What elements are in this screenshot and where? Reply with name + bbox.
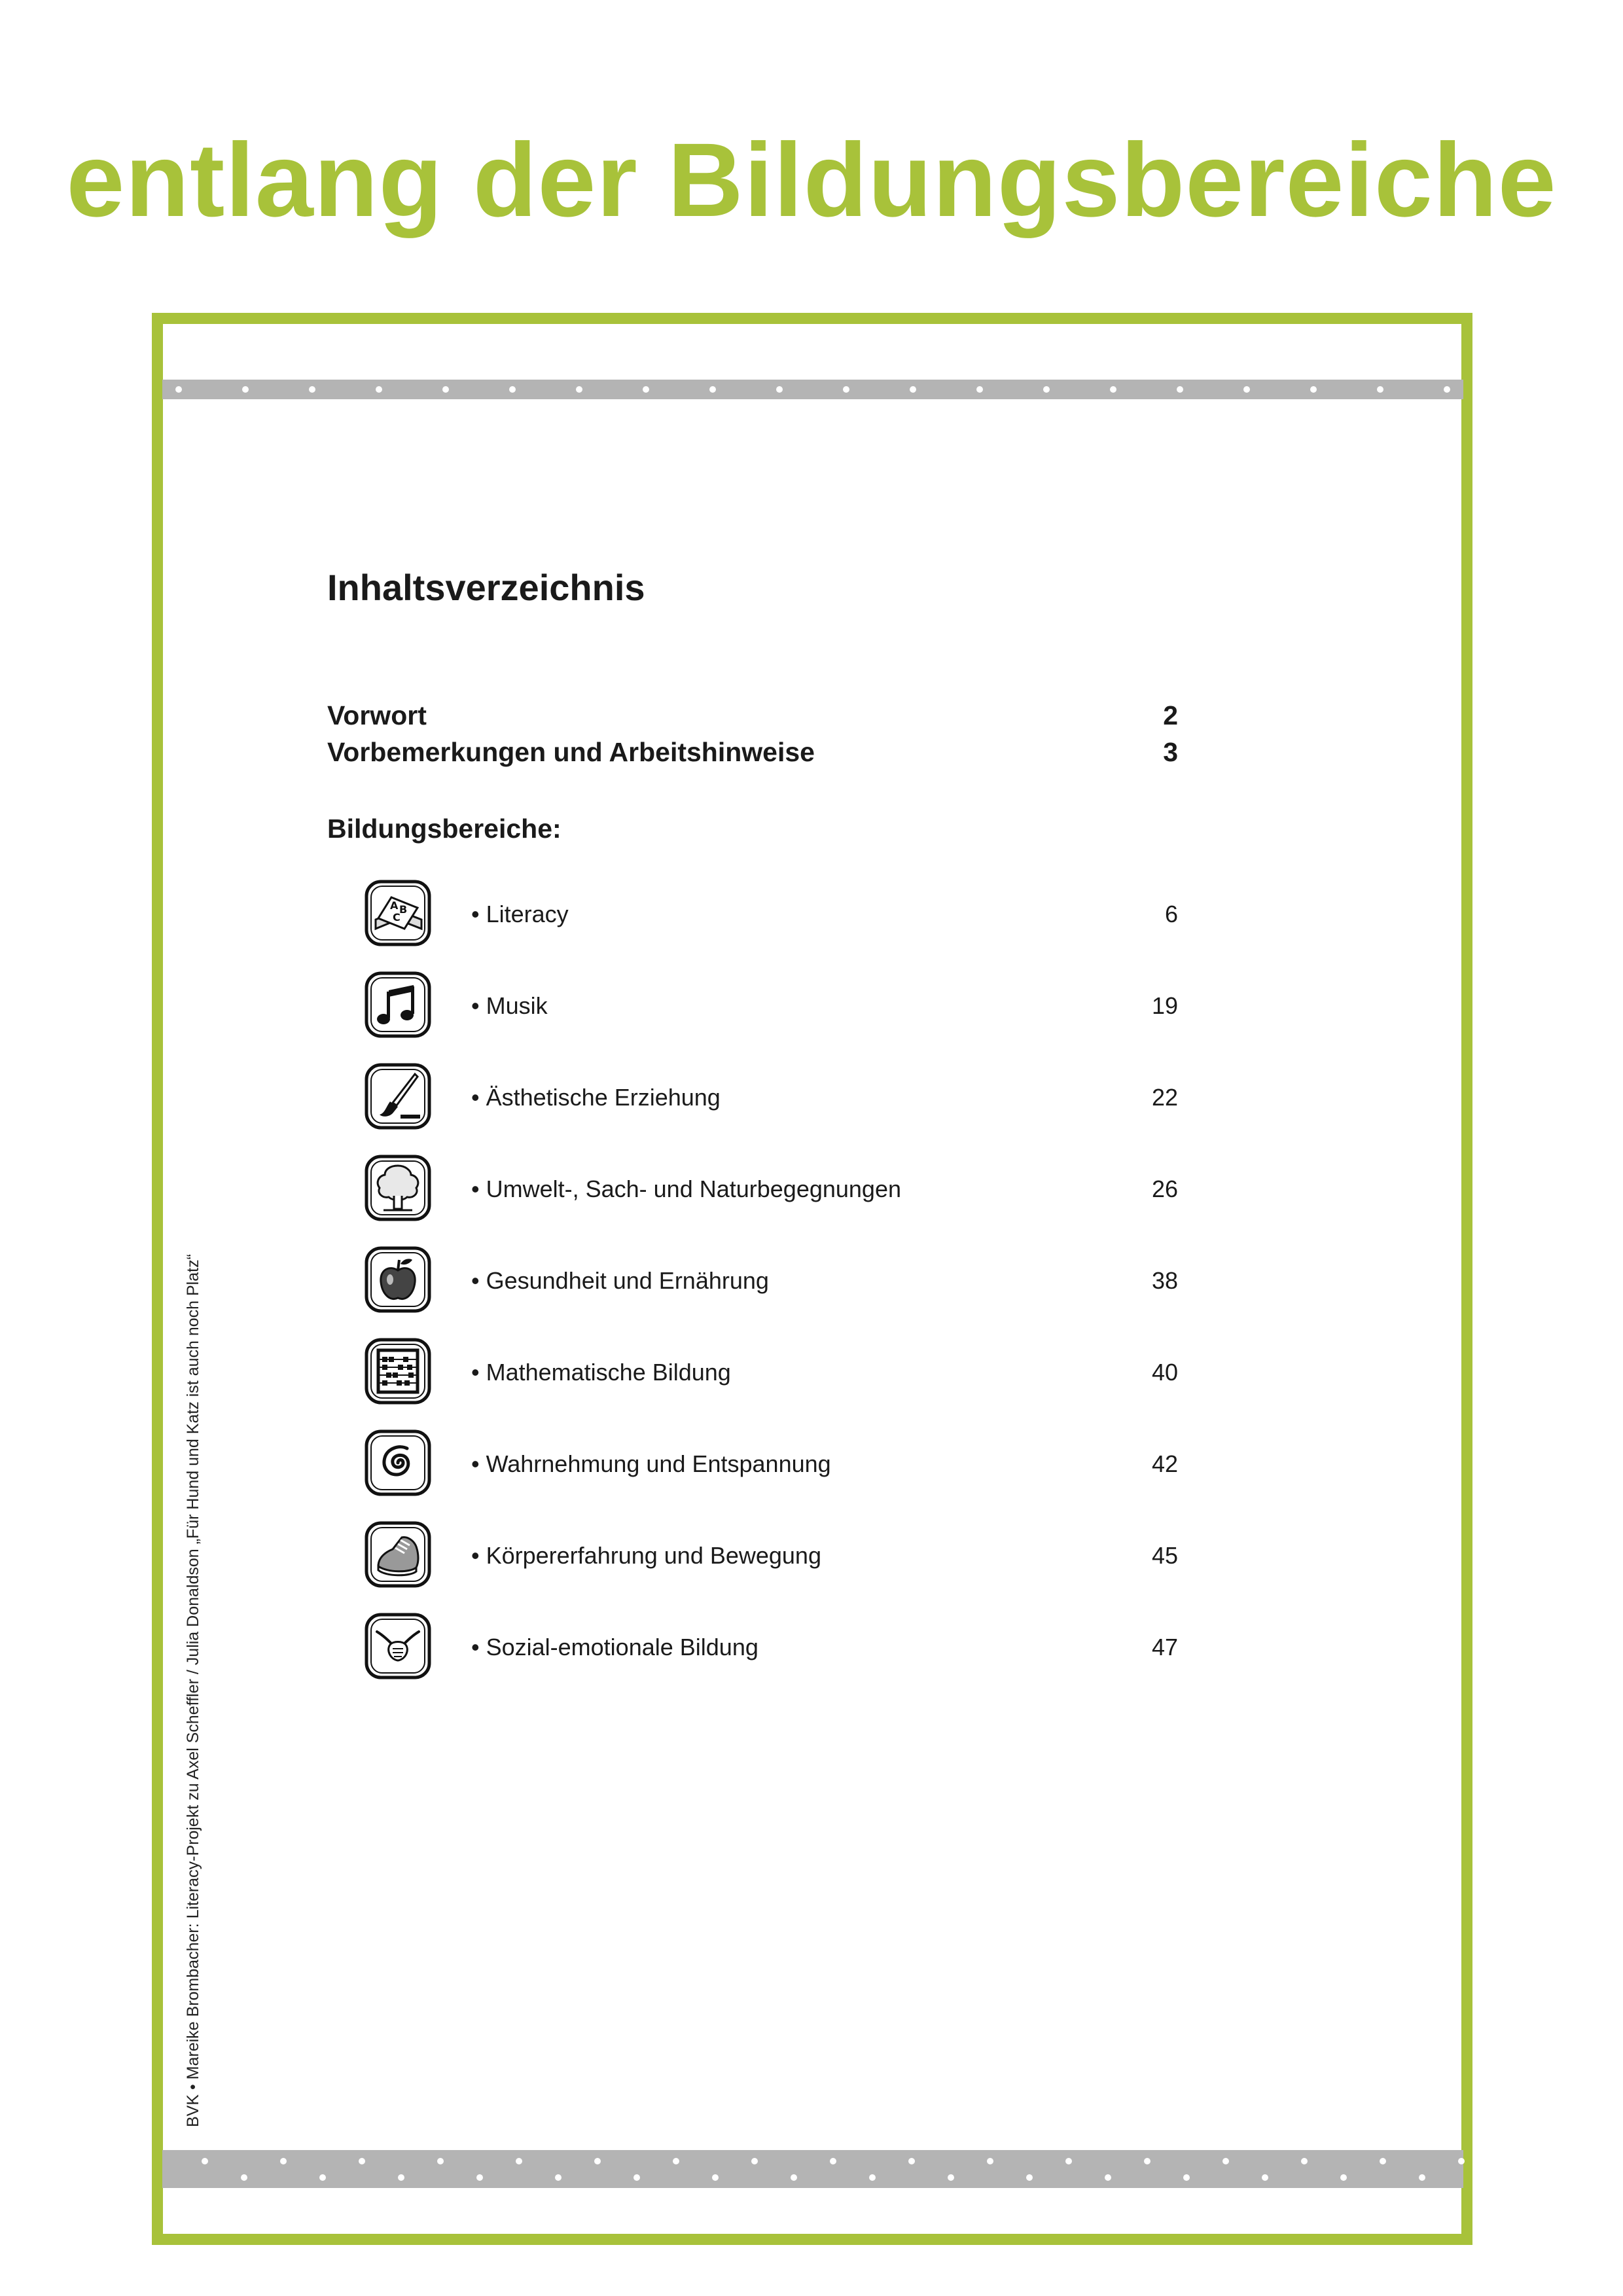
side-credit: BVK • Mareike Brombacher: Literacy-Projekt zu Axel Scheffler / Julia Donaldson „Für Hund und Katz ist auch noch Platz“ [184, 1254, 202, 2127]
perforation-dot [437, 2158, 444, 2164]
toc-area-page: 6 [1164, 901, 1178, 927]
toc-area-page: 38 [1151, 1267, 1178, 1294]
perforation-dot [1177, 386, 1183, 393]
perforation-dot [1144, 2158, 1150, 2164]
perforation-dot [175, 386, 182, 393]
toc-area-page: 47 [1151, 1634, 1178, 1660]
perforation-dot [776, 386, 783, 393]
perforation-dot [869, 2174, 876, 2181]
bullet: • [471, 901, 480, 927]
perforation-dot [712, 2174, 719, 2181]
perforation-dot [555, 2174, 562, 2181]
toc-area-label: Wahrnehmung und Entspannung [486, 1450, 831, 1477]
holding-hands-icon [364, 1612, 432, 1680]
toc-area-sozial-emotional[interactable] [364, 1612, 1178, 1680]
bullet: • [471, 1175, 480, 1202]
toc-area-page: 19 [1151, 992, 1178, 1019]
perforation-dot [594, 2158, 601, 2164]
toc-area-musik[interactable] [364, 971, 1178, 1039]
svg-text:B: B [399, 903, 408, 916]
bullet: • [471, 1084, 480, 1111]
perforation-dot [633, 2174, 640, 2181]
toc-area-koerpererfahrung[interactable] [364, 1520, 1178, 1588]
spiral-icon [364, 1429, 432, 1497]
perforation-dot [1183, 2174, 1190, 2181]
abacus-icon [364, 1337, 432, 1405]
perforation-dot [1105, 2174, 1111, 2181]
toc-area-label: Gesundheit und Ernährung [486, 1267, 769, 1294]
perforation-dot [242, 386, 249, 393]
perforation-dot [843, 386, 849, 393]
perforation-dot [280, 2158, 287, 2164]
perforation-dot [1262, 2174, 1268, 2181]
perforation-dot [1243, 386, 1250, 393]
toc-area-page: 45 [1151, 1542, 1178, 1569]
toc-area-label: Mathematische Bildung [486, 1359, 731, 1386]
perforation-dot [1377, 386, 1383, 393]
sneaker-icon [364, 1520, 432, 1588]
toc-area-literacy[interactable] [364, 879, 1178, 947]
toc-entry-label: Vorwort [327, 700, 427, 730]
toc-entry-vorbemerkungen[interactable] [327, 739, 1178, 766]
perforation-dot [1065, 2158, 1072, 2164]
perforation-dot [309, 386, 315, 393]
perforation-dot [1419, 2174, 1425, 2181]
bullet: • [471, 1634, 480, 1660]
perforation-dot [709, 386, 716, 393]
section-heading: Bildungsbereiche: [327, 814, 562, 844]
toc-area-page: 42 [1151, 1450, 1178, 1477]
toc-entry-page: 3 [1163, 737, 1178, 767]
toc-area-wahrnehmung[interactable] [364, 1429, 1178, 1497]
toc-area-mathematik[interactable] [364, 1337, 1178, 1405]
perforation-dot [202, 2158, 208, 2164]
top-perforation-strip [162, 380, 1463, 399]
paintbrush-icon [364, 1062, 432, 1130]
perforation-dot [1301, 2158, 1308, 2164]
toc-title: Inhaltsverzeichnis [327, 567, 645, 608]
perforation-dot [376, 386, 382, 393]
perforation-dot [1026, 2174, 1033, 2181]
toc-area-gesundheit[interactable] [364, 1246, 1178, 1314]
perforation-dot [751, 2158, 758, 2164]
toc-entry-page: 2 [1163, 700, 1178, 730]
perforation-dot [442, 386, 449, 393]
toc-area-label: Sozial-emotionale Bildung [486, 1634, 758, 1660]
svg-text:C: C [393, 911, 401, 924]
perforation-dot [576, 386, 582, 393]
perforation-dot [948, 2174, 954, 2181]
toc-area-label: Umwelt-, Sach- und Naturbegegnungen [486, 1175, 901, 1202]
perforation-dot [319, 2174, 326, 2181]
toc-area-label: Körpererfahrung und Bewegung [486, 1542, 821, 1569]
toc-area-label: Ästhetische Erziehung [486, 1084, 721, 1111]
perforation-dot [1444, 386, 1450, 393]
toc-area-label: Literacy [486, 901, 569, 927]
tree-icon [364, 1154, 432, 1222]
perforation-dot [476, 2174, 483, 2181]
perforation-dot [830, 2158, 836, 2164]
toc-area-umwelt[interactable] [364, 1154, 1178, 1222]
bullet: • [471, 1450, 480, 1477]
bullet: • [471, 1542, 480, 1569]
perforation-dot [643, 386, 649, 393]
perforation-dot [908, 2158, 915, 2164]
toc-area-label: Musik [486, 992, 548, 1019]
perforation-dot [398, 2174, 404, 2181]
perforation-dot [1110, 386, 1116, 393]
svg-text:A: A [390, 899, 399, 912]
perforation-dot [1340, 2174, 1347, 2181]
perforation-dot [987, 2158, 993, 2164]
perforation-dot [673, 2158, 679, 2164]
bullet: • [471, 992, 480, 1019]
toc-area-page: 26 [1151, 1175, 1178, 1202]
music-note-icon [364, 971, 432, 1039]
perforation-dot [1222, 2158, 1229, 2164]
perforation-dot [1310, 386, 1317, 393]
bullet: • [471, 1267, 480, 1294]
perforation-dot [359, 2158, 365, 2164]
bottom-perforation-strip [162, 2150, 1463, 2188]
toc-entry-label: Vorbemerkungen und Arbeitshinweise [327, 737, 815, 767]
bullet: • [471, 1359, 480, 1386]
toc-area-aesthetische-erziehung[interactable] [364, 1062, 1178, 1130]
perforation-dot [516, 2158, 522, 2164]
perforation-dot [791, 2174, 797, 2181]
toc-area-page: 40 [1151, 1359, 1178, 1386]
perforation-dot [1043, 386, 1050, 393]
toc-entry-vorwort[interactable] [327, 702, 1178, 729]
perforation-dot [976, 386, 983, 393]
abc-book-icon [364, 879, 432, 947]
perforation-dot [1380, 2158, 1386, 2164]
apple-icon [364, 1246, 432, 1314]
perforation-dot [241, 2174, 247, 2181]
perforation-dot [910, 386, 916, 393]
page-headline: entlang der Bildungsbereiche [66, 121, 1557, 238]
perforation-dot [509, 386, 516, 393]
toc-area-page: 22 [1151, 1084, 1178, 1111]
